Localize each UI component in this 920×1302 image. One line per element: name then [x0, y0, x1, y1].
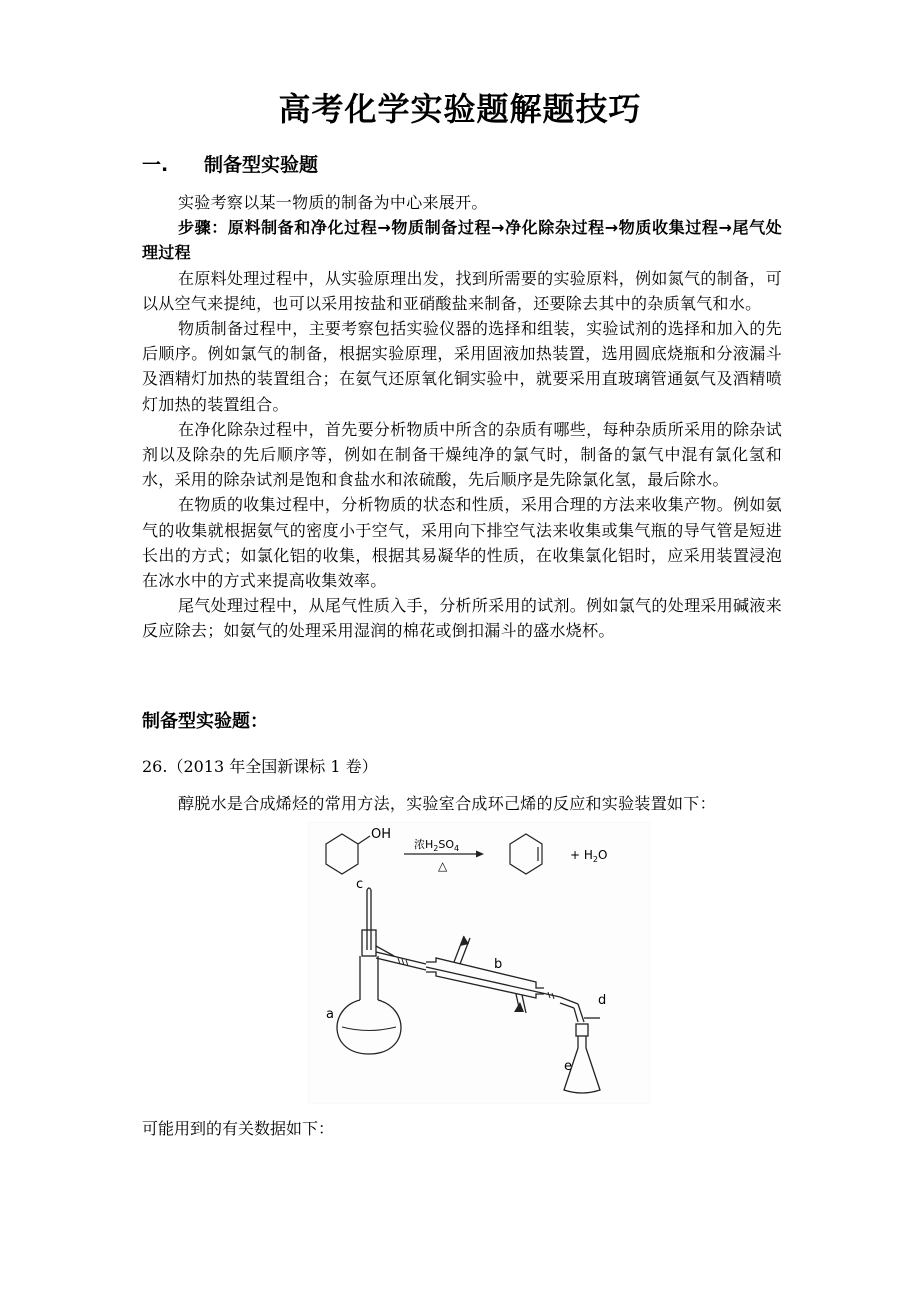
label-e: e	[564, 1059, 572, 1074]
section-heading	[142, 150, 318, 177]
heat-symbol: △	[438, 859, 448, 873]
data-intro: 可能用到的有关数据如下：	[142, 1119, 335, 1138]
section-number: 一.	[142, 154, 169, 176]
steps-paragraph: 步骤：原料制备和净化过程→物质制备过程→净化除杂过程→物质收集过程→尾气处理过程	[142, 218, 782, 263]
label-a: a	[326, 1007, 334, 1022]
water-product: + $H_2O$	[570, 848, 608, 864]
paragraph: 在原料处理过程中，从实验原理出发，找到所需要的实验原料，例如氮气的制备，可以从空气来提纯，也可以采用按盐和亚硝酸盐来制备，还要除去其中的杂质氧气和水。	[142, 268, 782, 313]
label-d: d	[598, 993, 607, 1008]
label-b: b	[494, 957, 503, 972]
page-title: 高考化学实验题解题技巧	[278, 90, 642, 128]
label-c: c	[356, 877, 364, 892]
paragraph: 在净化除杂过程中，首先要分析物质中所含的杂质有哪些，每种杂质所采用的除杂试剂以及除杂的先后顺序等，例如在制备干燥纯净的氯气时，制备的氯气中混有氯化氢和水，采用的除杂试剂是饱和食盐水和浓硫酸，先后顺序是先除氯化氢，最后除水。	[142, 419, 782, 490]
paragraph: 在物质的收集过程中，分析物质的状态和性质，采用合理的方法来收集产物。例如氨气的收集就根据氨气的密度小于空气，采用向下排空气法来收集或集气瓶的导气管是短进长出的方式；如氯化铝的收集，根据其易凝华的性质，在收集氯化铝时，应采用装置浸泡在冰水中的方式来提高收集效率。	[142, 495, 782, 591]
section-body	[142, 190, 782, 644]
paragraph: 物质制备过程中，主要考察包括实验仪器的选择和组装，实验试剂的选择和加入的先后顺序。例如氯气的制备，根据实验原理，采用固液加热装置，选用圆底烧瓶和分液漏斗及酒精灯加热的装置组合；在氨气还原氧化铜实验中，就要采用直玻璃管通氨气及酒精喷灯加热的装置组合。	[142, 319, 782, 414]
question-intro: 醇脱水是合成烯烃的常用方法，实验室合成环己烯的反应和实验装置如下：	[178, 794, 716, 813]
reagent-label: 浓$H_2SO_4$	[414, 838, 460, 853]
question-number: 26.（2013 年全国新课标 1 卷）	[142, 757, 378, 776]
paragraph: 实验考察以某一物质的制备为中心来展开。	[178, 193, 488, 212]
subsection-heading: 制备型实验题：	[142, 711, 268, 732]
apparatus-figure	[308, 822, 650, 1104]
section-title: 制备型实验题	[204, 154, 319, 176]
paragraph: 尾气处理过程中，从尾气性质入手，分析所采用的试剂。例如氯气的处理采用碱液来反应除去；如氨气的处理采用湿润的棉花或倒扣漏斗的盛水烧杯。	[142, 596, 782, 641]
hydroxyl-label: OH	[371, 827, 392, 842]
